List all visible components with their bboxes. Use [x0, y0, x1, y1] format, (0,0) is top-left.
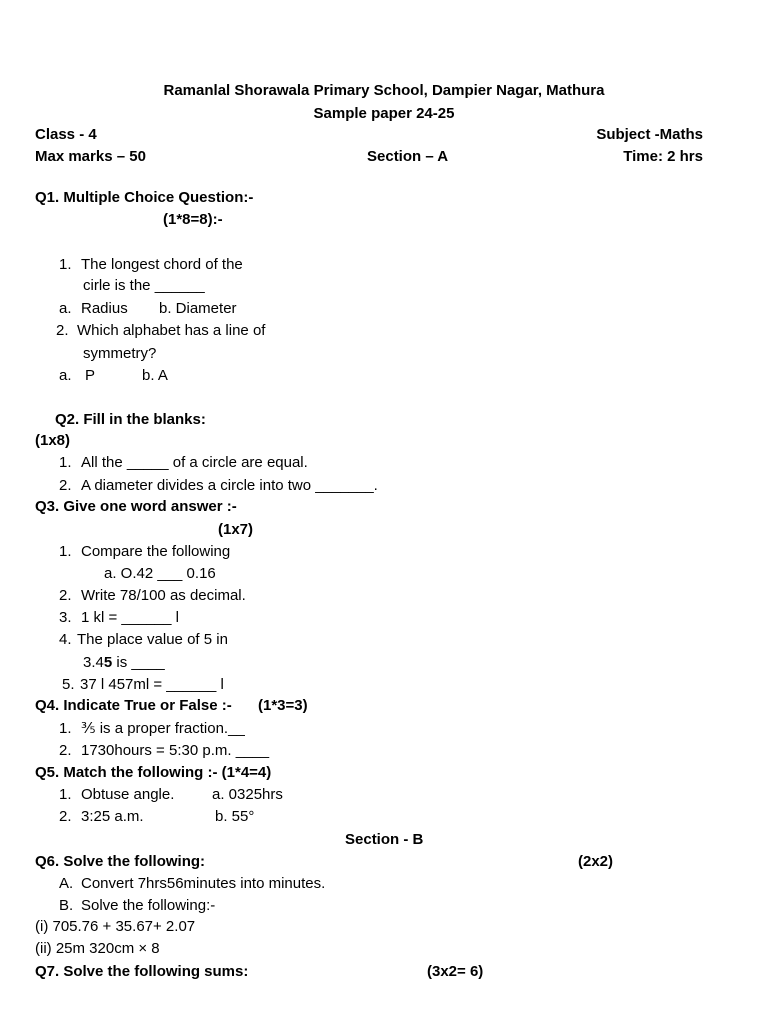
q3-title: Q3. Give one word answer :-: [35, 498, 237, 515]
q3-item-4-cont-pre: 3.4: [83, 654, 104, 671]
q5-item-1-right: a. 0325hrs: [212, 786, 283, 803]
q5-item-2-left: 3:25 a.m.: [81, 808, 144, 825]
q1-item-1-number: 1.: [59, 256, 72, 273]
q3-item-3-text: 1 kl = ______ l: [81, 609, 179, 626]
q2-item-1-number: 1.: [59, 454, 72, 471]
q1-item-2-option-b: b. A: [142, 367, 168, 384]
q4-title: Q4. Indicate True or False :-: [35, 697, 232, 714]
q6-item-b-text: Solve the following:-: [81, 897, 216, 914]
q1-item-2-number: 2.: [56, 322, 69, 339]
q4-item-1-number: 1.: [59, 720, 72, 737]
q1-item-1-text-cont: cirle is the ______: [83, 277, 205, 294]
time-label: Time: 2 hrs: [623, 148, 703, 165]
q5-item-2-right: b. 55°: [215, 808, 255, 825]
q6-sub-ii: (ii) 25m 320cm × 8: [35, 940, 160, 957]
q2-title: Q2. Fill in the blanks:: [55, 411, 206, 428]
q1-item-1-text: The longest chord of the: [81, 256, 243, 273]
q7-title: Q7. Solve the following sums:: [35, 963, 249, 980]
school-name: Ramanlal Shorawala Primary School, Dampier Nagar, Mathura: [163, 82, 605, 99]
q5-item-1-left: Obtuse angle.: [81, 786, 175, 803]
q3-item-3-number: 3.: [59, 609, 72, 626]
q3-item-5-number: 5.: [62, 676, 75, 693]
paper-title: Sample paper 24-25: [313, 105, 455, 122]
q6-sub-i: (i) 705.76 + 35.67+ 2.07: [35, 918, 196, 935]
q1-item-2-text-cont: symmetry?: [83, 345, 157, 362]
q5-item-2-number: 2.: [59, 808, 72, 825]
q4-item-2-text: 1730hours = 5:30 p.m. ____: [81, 742, 270, 759]
q2-item-2-text: A diameter divides a circle into two _______.: [81, 477, 378, 494]
q3-item-4-cont-post: is ____: [112, 654, 165, 671]
q3-item-1-number: 1.: [59, 543, 72, 560]
q3-item-4-text: The place value of 5 in: [77, 631, 228, 648]
section-a-label: Section – A: [367, 148, 449, 165]
q1-item-1-option-a-letter: a.: [59, 300, 72, 317]
q3-item-1-sub: a. O.42 ___ 0.16: [104, 565, 216, 582]
q3-item-4-text-cont: [83, 654, 165, 672]
class-label: Class - 4: [35, 126, 97, 143]
q7-marks: (3x2= 6): [427, 963, 484, 980]
q6-marks: (2x2): [578, 853, 614, 870]
q1-item-1-option-b: b. Diameter: [159, 300, 237, 317]
q4-item-1-text: ⅗ is a proper fraction.__: [81, 720, 245, 737]
q2-marks: (1x8): [35, 432, 71, 449]
q6-item-b-letter: B.: [59, 897, 74, 914]
q2-item-2-number: 2.: [59, 477, 72, 494]
q1-item-2-text: Which alphabet has a line of: [77, 322, 266, 339]
q1-item-2-option-a-letter: a.: [59, 367, 72, 384]
q6-item-a-text: Convert 7hrs56minutes into minutes.: [81, 875, 326, 892]
q3-item-4-number: 4.: [59, 631, 72, 648]
q1-marks: (1*8=8):-: [163, 211, 223, 228]
q5-item-1-number: 1.: [59, 786, 72, 803]
q5-title: Q5. Match the following :- (1*4=4): [35, 764, 272, 781]
q4-marks: (1*3=3): [258, 697, 308, 714]
q1-title: Q1. Multiple Choice Question:-: [35, 189, 254, 206]
q3-item-2-text: Write 78/100 as decimal.: [81, 587, 246, 604]
q3-item-5-text: 37 l 457ml = ______ l: [80, 676, 224, 693]
q1-item-2-option-a: P: [85, 367, 96, 384]
q6-item-a-letter: A.: [59, 875, 74, 892]
q3-marks: (1x7): [218, 521, 254, 538]
q6-title: Q6. Solve the following:: [35, 853, 206, 870]
max-marks-label: Max marks – 50: [35, 148, 146, 165]
q4-item-2-number: 2.: [59, 742, 72, 759]
q3-item-1-text: Compare the following: [81, 543, 231, 560]
section-b-label: Section - B: [345, 831, 424, 848]
subject-label: Subject -Maths: [596, 126, 703, 143]
q3-item-4-cont-bold: 5: [103, 654, 113, 671]
q1-item-1-option-a: Radius: [81, 300, 128, 317]
q3-item-2-number: 2.: [59, 587, 72, 604]
q2-item-1-text: All the _____ of a circle are equal.: [81, 454, 308, 471]
